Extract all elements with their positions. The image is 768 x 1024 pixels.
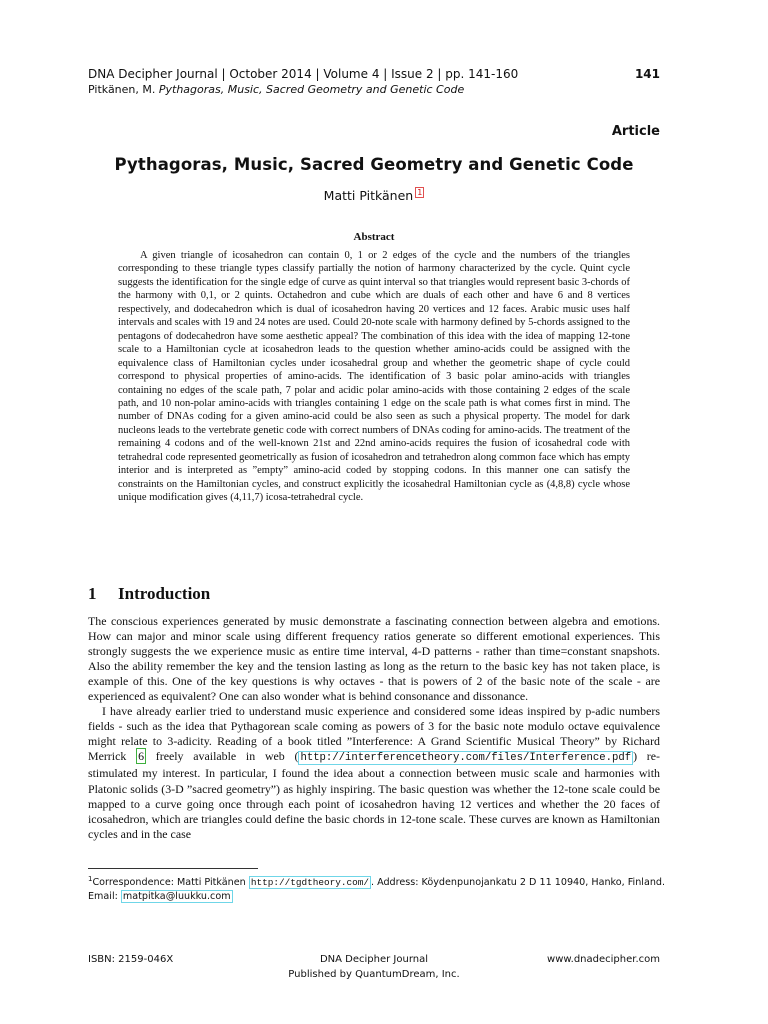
footer-publisher: Published by QuantumDream, Inc. [288,969,460,980]
citation-title: Pythagoras, Music, Sacred Geometry and Genetic Code [158,83,465,96]
running-citation [88,82,660,97]
footnote-email-label: Email: [88,891,118,903]
paragraph-2 [88,704,660,841]
article-type-label: Article [611,124,660,139]
citation-link[interactable]: 6 [138,749,145,764]
footnote-text-a: Correspondence: Matti Pitkänen [92,877,246,889]
journal-info: DNA Decipher Journal | October 2014 | Volume 4 | Issue 2 | pp. 141-160 [88,67,519,81]
abstract-text: A given triangle of icosahedron can contain 0, 1 or 2 edges of the cycle and the numbers of the triangles corresponding to these triangle types classify partially the notion of harmony characterized by the cycle. Quint cycle suggests the identification for the single edge of curve as quint interval so that triangles would represent basic 3-chords of the harmony with 0,1, or 2 quints. Octahedron and cube which are duals of each other and have 6 and 8 vertices respectively, and dodecahedron which is dual of icosahedron having 20 vertices and 12 faces. Arabic music uses half intervals and scales with 19 and 24 notes are used. Could 20-note scale with harmony defined by 5-chords assigned to the pentagons of dodecahedron have some aesthetic appeal? The combination of this idea with the idea of mapping 12-tone scale to a Hamiltonian cycle at icosahedron leads to the question whether amino-acids could be assigned with the equivalence class of Hamiltonian cycles under icosahedral group and whether the geometric shape of cycle could correspond to physical properties of amino-acids. The identification of 3 basic polar amino-acids with triangles containing no edges of the scale path, 7 polar and acidic polar amino-acids with those containing 2 edges of the scale path, and 10 non-polar amino-acids with triangles containing 1 edge on the scale path is what comes first in mind. The number of DNAs coding for a given amino-acid could be also seen as such a physical property. The model for dark nucleons leads to the vertebrate genetic code with correct numbers of DNAs coding for amino-acids. The treatment of the remaining 4 codons and of the well-known 21st and 22nd amino-acids requires the fusion of icosahedral code with tetrahedral code represented geometrically as fusion of icosahedron and tetrahedron along common face which has empty interior and is interpreted as ”empty” amino-acid coded by stopping codons. In this manner one can satisfy the constraints on the Hamiltonian cycles, and construct explicitly the icosahedral Hamiltonian cycle as (4,8,8) cycle whose unique modification gives (4,11,7) icosa-tetrahedral cycle. [118,250,630,504]
footnote-mark: 1 [88,875,93,883]
author-name: Matti Pitkänen [323,188,414,203]
paragraph-1: The conscious experiences generated by music demonstrate a fascinating connection between algebra and emotions. How can major and minor scale using different frequency ratios generate so different emotional experiences. This strongly suggests the we experience music as entire time interval, 4-D patterns - rather than time=constant snapshots. Also the ability remember the key and the tension lasting as long as the return to the basic key has not taken place, is example of this. One of the key questions is why octaves - that is powers of 2 of the basic note of the scale - are experienced as equivalent? One can also wonder what is behind consonance and dissonance. [88,614,660,704]
author-footnote-link[interactable]: 1 [417,187,423,197]
footer-journal: DNA Decipher Journal [319,954,429,965]
author-line [88,188,660,203]
footnote [88,872,668,904]
tgdtheory-url-link[interactable]: http://tgdtheory.com/ [250,877,369,889]
section-heading [88,584,660,604]
paper-title: Pythagoras, Music, Sacred Geometry and Genetic Code [114,155,634,174]
footer-isbn: ISBN: 2159-046X [88,954,174,965]
footnote-rule [88,868,258,869]
running-head [88,66,660,97]
interference-url-link[interactable]: http://interferencetheory.com/files/Interference.pdf [300,752,632,765]
section-title: Introduction [118,584,211,603]
abstract-heading: Abstract [353,231,395,243]
footnote-address: . Address: Köydenpunojankatu 2 D 11 10940, Hanko, Finland. [370,877,666,889]
paragraph-2-text-b: freely available in web ( [155,749,299,764]
citation-author: Pitkänen, M. [88,83,156,96]
footer-website: www.dnadecipher.com [547,954,660,965]
email-link[interactable]: matpitka@luukku.com [122,891,231,903]
paragraph-2-text-c: ) re-stimulated my interest. In particular, I found the idea about a connection between music scale and harmonies with Platonic solids (3-D ”sacred geometry”) as highly inspiring. The basic question was whether the 12-tone scale could be mapped to a curve going once through each point of icosahedron having 12 vertices and whether the 20 faces of icosahedron, which are triangles could define the basic chords in 12-tone scale. These curves are known as Hamiltonian cycles and in the case [88,749,660,841]
page-number: 141 [634,67,660,81]
body-text [88,614,660,842]
paragraph-2-text-a: I have already earlier tried to understand music experience and considered some ideas inspired by p-adic numbers fields - such as the idea that Pythagorean scale coming as powers of 3 for the basic note modulo octave equivalence might relate to 3-adicity. Reading of a book titled ”Interference: A Grand Scientific Musical Theory” by Richard Merrick [88,704,660,764]
section-number: 1 [88,584,97,603]
